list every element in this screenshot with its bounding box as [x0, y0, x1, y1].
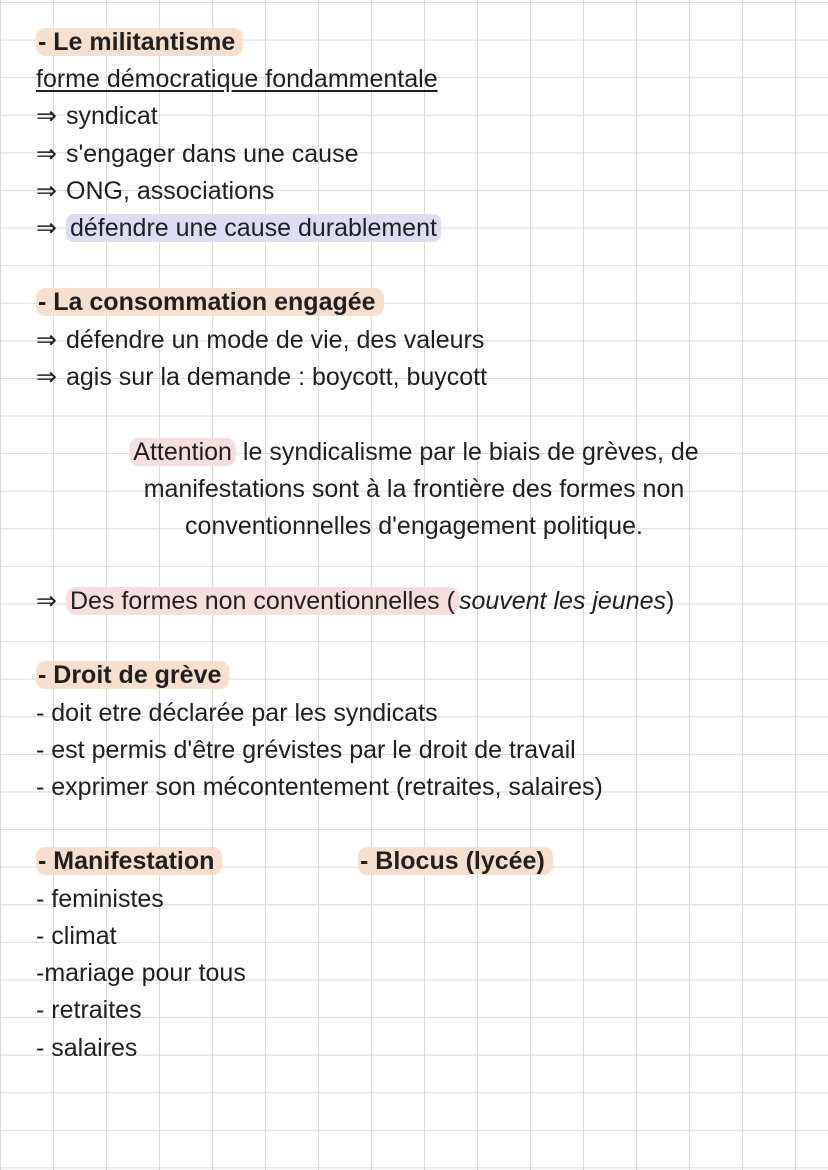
list-item: - salaires [36, 1034, 138, 1062]
attention-line-3: conventionnelles d'engagement politique. [185, 512, 643, 540]
list-item: ⇒ s'engager dans une cause [36, 140, 359, 168]
list-item: ⇒ agis sur la demande : boycott, buycott [36, 363, 488, 391]
list-item: ⇒ défendre une cause durablement [36, 213, 441, 243]
heading-militantisme: - Le militantisme [36, 27, 243, 57]
subheading-forme-democratique: forme démocratique fondammentale [36, 65, 438, 93]
attention-line-1: Attention le syndicalisme par le biais de grèves, de [0, 437, 828, 467]
arrow-icon: ⇒ [36, 587, 57, 615]
non-conventional-forms: ⇒ Des formes non conventionnelles ( souvent les jeunes) [36, 587, 675, 615]
heading-droit-de-greve: - Droit de grève [36, 660, 229, 690]
list-item: - exprimer son mécontentement (retraites, salaires) [36, 773, 603, 801]
arrow-icon: ⇒ [36, 140, 57, 168]
arrow-icon: ⇒ [36, 326, 57, 354]
attention-line-2: manifestations sont à la frontière des formes non [143, 475, 685, 503]
arrow-icon: ⇒ [36, 214, 57, 242]
heading-blocus: - Blocus (lycée) [358, 846, 553, 876]
list-item: - est permis d'être grévistes par le droit de travail [36, 736, 576, 764]
list-item: - retraites [36, 996, 142, 1024]
list-item: - feministes [36, 885, 164, 913]
arrow-icon: ⇒ [36, 363, 57, 391]
list-item: ⇒ défendre un mode de vie, des valeurs [36, 326, 485, 354]
heading-manifestation: - Manifestation [36, 846, 222, 876]
arrow-icon: ⇒ [36, 102, 57, 130]
list-item: ⇒ syndicat [36, 102, 158, 130]
list-item: - doit etre déclarée par les syndicats [36, 699, 438, 727]
heading-consommation: - La consommation engagée [36, 287, 384, 317]
list-item: -mariage pour tous [36, 959, 246, 987]
list-item: - climat [36, 922, 117, 950]
arrow-icon: ⇒ [36, 177, 57, 205]
list-item: ⇒ ONG, associations [36, 177, 275, 205]
